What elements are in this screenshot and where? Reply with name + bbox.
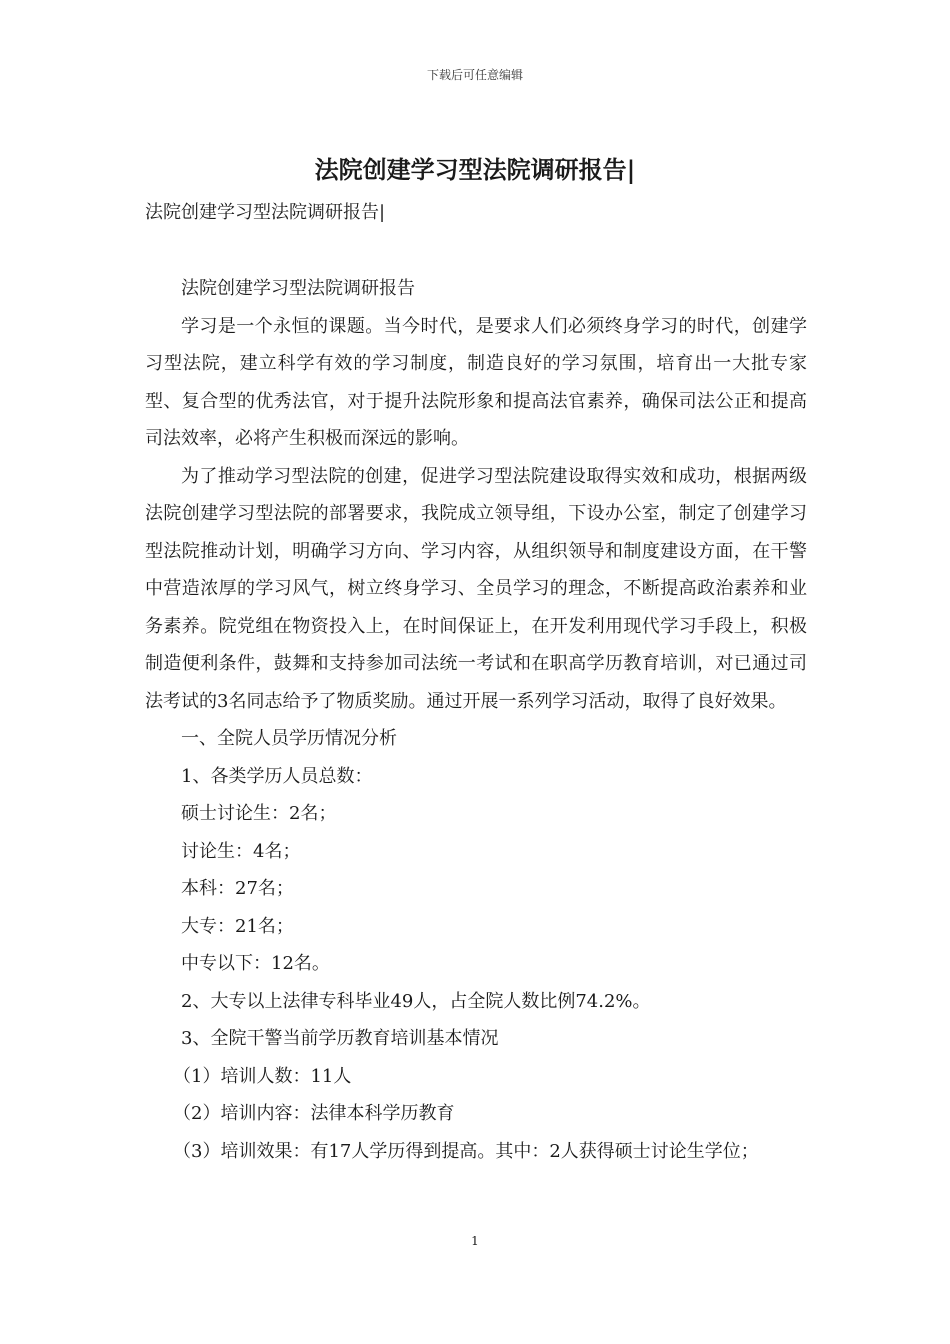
list-item-college: 大专：21名； — [181, 915, 294, 937]
list-item-graduate: 讨论生：4名； — [181, 840, 301, 862]
section-heading-education: 一、全院人员学历情况分析 — [181, 728, 397, 749]
document-body — [145, 270, 807, 1170]
list-item-training-content: （2）培训内容：法律本科学历教育 — [173, 1103, 455, 1124]
list-item-secondary: 中专以下：12名。 — [181, 953, 330, 974]
list-item-bachelor: 本科：27名； — [181, 878, 294, 899]
header-note: 下载后可任意编辑 — [426, 68, 523, 82]
paragraph-measures: 为了推动学习型法院的创建，促进学习型法院建设取得实效和成功，根据两级法院创建学习型法院的部署要求，我院成立领导组，下设办公室，制定了创建学习型法院推动计划，明确学习方向、学习内容，从组织领导和制度建设方面，在干警中营造浓厚的学习风气，树立终身学习、全员学习的理念，不断提高政治素养和业务素养。院党组在物资投入上，在时间保证上，在开发利用现代学习手段上，积极制造便利条件，鼓舞和支持参加司法统一考试和在职高学历教育培训，对已通过司法考试的3名同志给予了物质奖励。通过开展一系列学习活动，取得了良好效果。 — [145, 465, 807, 712]
page-number: 1 — [471, 1234, 479, 1248]
paragraph-report-heading: 法院创建学习型法院调研报告 — [181, 278, 415, 299]
list-heading-totals: 1、各类学历人员总数： — [181, 765, 373, 787]
paragraph-intro: 学习是一个永恒的课题。当今时代，是要求人们必须终身学习的时代，创建学习型法院，建立科学有效的学习制度，制造良好的学习氛围，培育出一大批专家型、复合型的优秀法官，对于提升法院形象和提高法官素养，确保司法公正和提高司法效率，必将产生积极而深远的影响。 — [145, 315, 807, 449]
list-heading-training: 3、全院干警当前学历教育培训基本情况 — [181, 1028, 499, 1049]
document-title: 法院创建学习型法院调研报告| — [314, 155, 636, 184]
paragraph-law-graduates: 2、大专以上法律专科毕业49人，占全院人数比例74.2%。 — [181, 990, 651, 1012]
list-item-training-result: （3）培训效果：有17人学历得到提高。其中：2人获得硕士讨论生学位； — [173, 1140, 759, 1162]
list-item-masters: 硕士讨论生：2名； — [181, 803, 337, 824]
document-subtitle: 法院创建学习型法院调研报告| — [145, 202, 386, 223]
list-item-training-count: （1）培训人数：11人 — [173, 1065, 352, 1087]
